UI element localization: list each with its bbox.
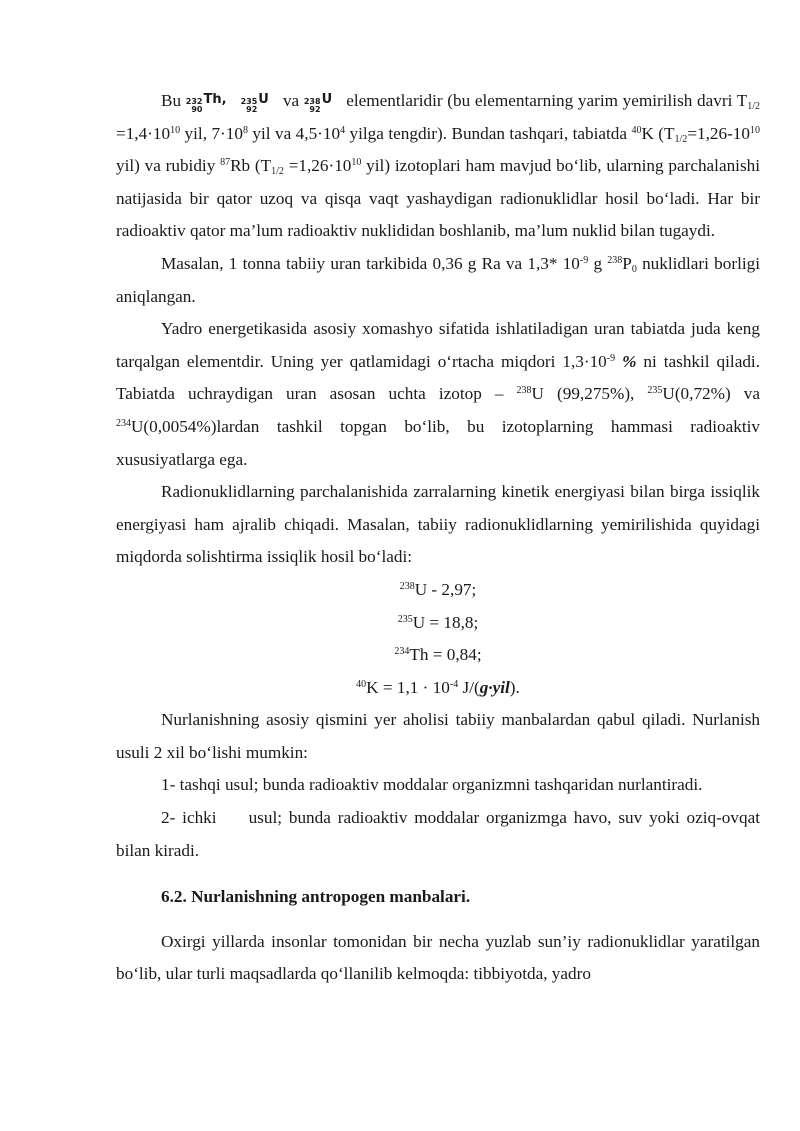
paragraph-4: Radionuklidlarning parchalanishida zarralarning kinetik energiyasi bilan birga issiqlik energiyasi ham ajralib chiqadi. Masalan, tabiiy radionuklidlarning yemirilishida quyidagi miqdorda solishtirma issiqlik hosil bo‘ladi: [116,482,760,567]
text: Bu [161,91,186,110]
paragraph-7: 2- ichki usul; bunda radioaktiv moddalar organizmga havo, suv yoki oziq-ovqat bilan kiradi. [116,808,760,860]
thorium-232-formula: 232 90 Th, [185,92,227,114]
paragraph-5: Nurlanishning asosiy qismini yer aholisi tabiiy manbalardan qabul qiladi. Nurlanish usuli 2 xil bo‘lishi mumkin: [116,710,760,762]
section-heading: 6.2. Nurlanishning antropogen manbalari. [161,887,471,907]
paragraph-2: Masalan, 1 tonna tabiiy uran tarkibida 0,36 g Ra va 1,3* $10^{-9}$ g $^{238}P_0$ nuklidlari borligi aniqlangan. [116,253,760,306]
heat-line-k40: $^{40}K = 1,1 \cdot 10^{-4}$ J/(g·yil). [356,677,520,697]
uranium-235-formula: 235 92 U [240,92,269,114]
uranium-238-formula: 238 92 U [303,92,333,114]
heat-line-u238: $^{238}$U - 2,97; [399,579,477,599]
heat-line-th234: $^{234}$Th = 0,84; [394,645,482,665]
paragraph-1: Bu 232 90 Th, 235 92 U va 238 92 U elementlaridir (bu elementarning yarim yemirilish davri $T_{1/2} =1,4\cdot 10^{10}$ yil, $7\cdot 10^8$ yil va $4,5\cdot 10^4$ yilga tengdir). Bundan tashqari, tabiatda $^{40}$K ($T_{1/2}=1,26-10^{10}$ yil) va rubidiy $^{87}$Rb ($T_{1/2} =1,26\cdot 10^{10}$ yil) izotoplari ham mavjud bo‘lib, ularning parchalanishi natijasida bir qator uzoq va qisqa vaqt yashaydigan radionuklidlar hosil bo‘ladi. Har bir radioaktiv qator ma’lum radioaktiv nuklididan boshlanib, ma’lum nuklid bilan tugaydi. [116,91,761,241]
paragraph-3: Yadro energetikasida asosiy xomashyo sifatida ishlatiladigan uran tabiatda juda keng tarqalgan elementdir. Uning yer qatlamidagi o‘rtacha miqdori $1,3\cdot 10^{-9}$ % ni tashkil qiladi. Tabiatda uchraydigan uran asosan uchta izotop – $^{238}$U (99,275%), $^{235}$U(0,72%) va $^{234}$U(0,0054%)lardan tashkil topgan bo‘lib, bu izotoplarning hammasi radioaktiv xususiyatlarga ega. [116,319,760,469]
paragraph-6: 1- tashqi usul; bunda radioaktiv moddalar organizmni tashqaridan nurlantiradi. [161,775,703,795]
heat-line-u235: $^{235}$U = 18,8; [397,612,479,632]
text: va [282,91,304,110]
paragraph-8: Oxirgi yillarda insonlar tomonidan bir necha yuzlab sun’iy radionuklidlar yaratilgan bo‘lib, ular turli maqsadlarda qo‘llanilib kelmoqda: tibbiyotda, yadro [116,931,760,984]
